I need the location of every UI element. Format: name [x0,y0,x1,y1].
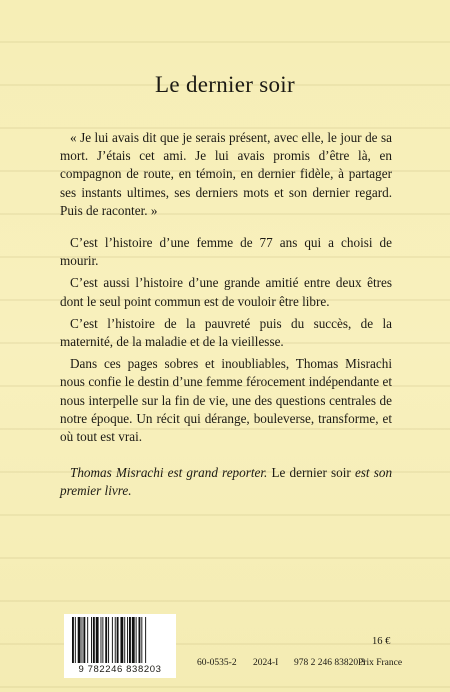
blurb [60,129,392,501]
edition-code: 2024-I [253,658,279,668]
price-label: Prix France [358,658,403,668]
product-code: 60-0535-2 [197,658,237,668]
author-note-part1: Thomas Misrachi est grand reporter. [70,465,268,481]
blurb-paragraph-4: Dans ces pages sobres et inoubliables, Thomas Misrachi nous confie le destin d’une femme férocement indépendante et nous interpelle sur la fin de vie, une des questions centrales de notre époque. Un récit qui dérange, bouleverse, transforme, et où tout est vrai. [60,356,392,445]
blurb-paragraph-1: C’est l’histoire d’une femme de 77 ans qui a choisi de mourir. [60,235,392,269]
author-note-book-title: Le dernier soir [271,465,351,481]
price: 16 € [372,636,391,647]
book-title: Le dernier soir [155,72,295,97]
quote-paragraph: « Je lui avais dit que je serais présent, avec elle, le jour de sa mort. J’étais cet ami. Je lui avais promis d’être là, en compagnon de route, en témoin, en dernier fidèle, à partager ses instants ultimes, ses derniers mots et son dernier regard. Puis de raconter. » [60,130,392,218]
isbn: 978 2 246 83820 3 [294,658,366,668]
barcode [64,614,176,678]
author-note-part2: est son premier livre. [60,465,393,499]
blurb-paragraph-3: C’est l’histoire de la pauvreté puis du succès, de la maternité, de la maladie et de la vieillesse. [60,315,392,350]
barcode-bars [72,617,168,663]
blurb-paragraph-2: C’est aussi l’histoire d’une grande amitié entre deux êtres dont le seul point commun est de vouloir être libre. [60,275,392,309]
barcode-digits: 9 782246 838203 [78,664,162,675]
author-note [60,464,392,500]
